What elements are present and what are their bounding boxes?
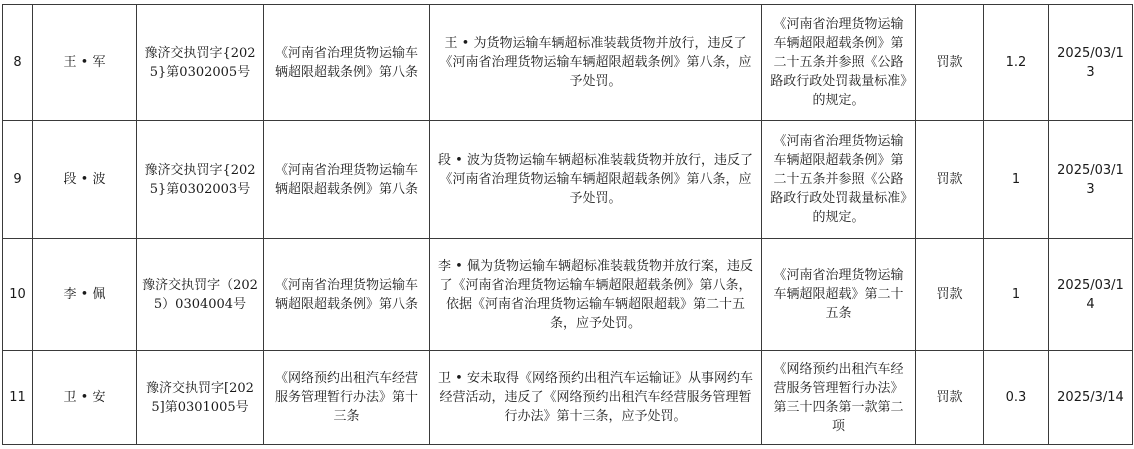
row-index: 8: [3, 5, 33, 121]
violated-law: 《网络预约出租汽车经营服务管理暂行办法》第十三条: [264, 351, 430, 445]
document-number: 豫济交执罚字{2025}第0302005号: [137, 5, 264, 121]
penalty-type: 罚款: [916, 5, 984, 121]
violated-law: 《河南省治理货物运输车辆超限超载条例》第八条: [264, 5, 430, 121]
penalty-amount: 1: [984, 239, 1049, 351]
penalty-basis: 《河南省治理货物运输车辆超限超载》第二十五条: [762, 239, 916, 351]
penalty-amount: 0.3: [984, 351, 1049, 445]
penalty-type: 罚款: [916, 351, 984, 445]
violated-law: 《河南省治理货物运输车辆超限超载条例》第八条: [264, 239, 430, 351]
penalty-type: 罚款: [916, 239, 984, 351]
violation-facts: 卫 • 安未取得《网络预约出租汽车运输证》从事网约车经营活动，违反了《网络预约出租汽车经营服务管理暂行办法》第十三条，应予处罚。: [430, 351, 762, 445]
party-name: 李 • 佩: [33, 239, 137, 351]
table-row: [3, 351, 1133, 445]
penalty-table: [2, 4, 1133, 445]
table-row: [3, 239, 1133, 351]
violation-facts: 王 • 为货物运输车辆超标准装载货物并放行，违反了《河南省治理货物运输车辆超限超载条例》第八条，应予处罚。: [430, 5, 762, 121]
violation-facts: 李 • 佩为货物运输车辆超标准装载货物并放行案，违反了《河南省治理货物运输车辆超限超载条例》第八条，依据《河南省治理货物运输车辆超限超载》第二十五条，应予处罚。: [430, 239, 762, 351]
penalty-basis: 《河南省治理货物运输车辆超限超载条例》第二十五条并参照《公路路政行政处罚裁量标准》的规定。: [762, 5, 916, 121]
party-name: 王 • 军: [33, 5, 137, 121]
row-index: 10: [3, 239, 33, 351]
document-number: 豫济交执罚字（2025）0304004号: [137, 239, 264, 351]
table-row: [3, 121, 1133, 239]
penalty-basis: 《河南省治理货物运输车辆超限超载条例》第二十五条并参照《公路路政行政处罚裁量标准》的规定。: [762, 121, 916, 239]
decision-date: 2025/03/13: [1049, 5, 1133, 121]
decision-date: 2025/03/14: [1049, 239, 1133, 351]
penalty-amount: 1.2: [984, 5, 1049, 121]
row-index: 11: [3, 351, 33, 445]
penalty-amount: 1: [984, 121, 1049, 239]
table-row: [3, 5, 1133, 121]
decision-date: 2025/03/13: [1049, 121, 1133, 239]
violated-law: 《河南省治理货物运输车辆超限超载条例》第八条: [264, 121, 430, 239]
document-number: 豫济交执罚字{2025}第0302003号: [137, 121, 264, 239]
party-name: 卫 • 安: [33, 351, 137, 445]
party-name: 段 • 波: [33, 121, 137, 239]
penalty-type: 罚款: [916, 121, 984, 239]
penalty-basis: 《网络预约出租汽车经营服务管理暂行办法》第三十四条第一款第二项: [762, 351, 916, 445]
document-number: 豫济交执罚字[2025]第0301005号: [137, 351, 264, 445]
violation-facts: 段 • 波为货物运输车辆超标准装载货物并放行，违反了《河南省治理货物运输车辆超限超载条例》第八条，应予处罚。: [430, 121, 762, 239]
decision-date: 2025/3/14: [1049, 351, 1133, 445]
row-index: 9: [3, 121, 33, 239]
